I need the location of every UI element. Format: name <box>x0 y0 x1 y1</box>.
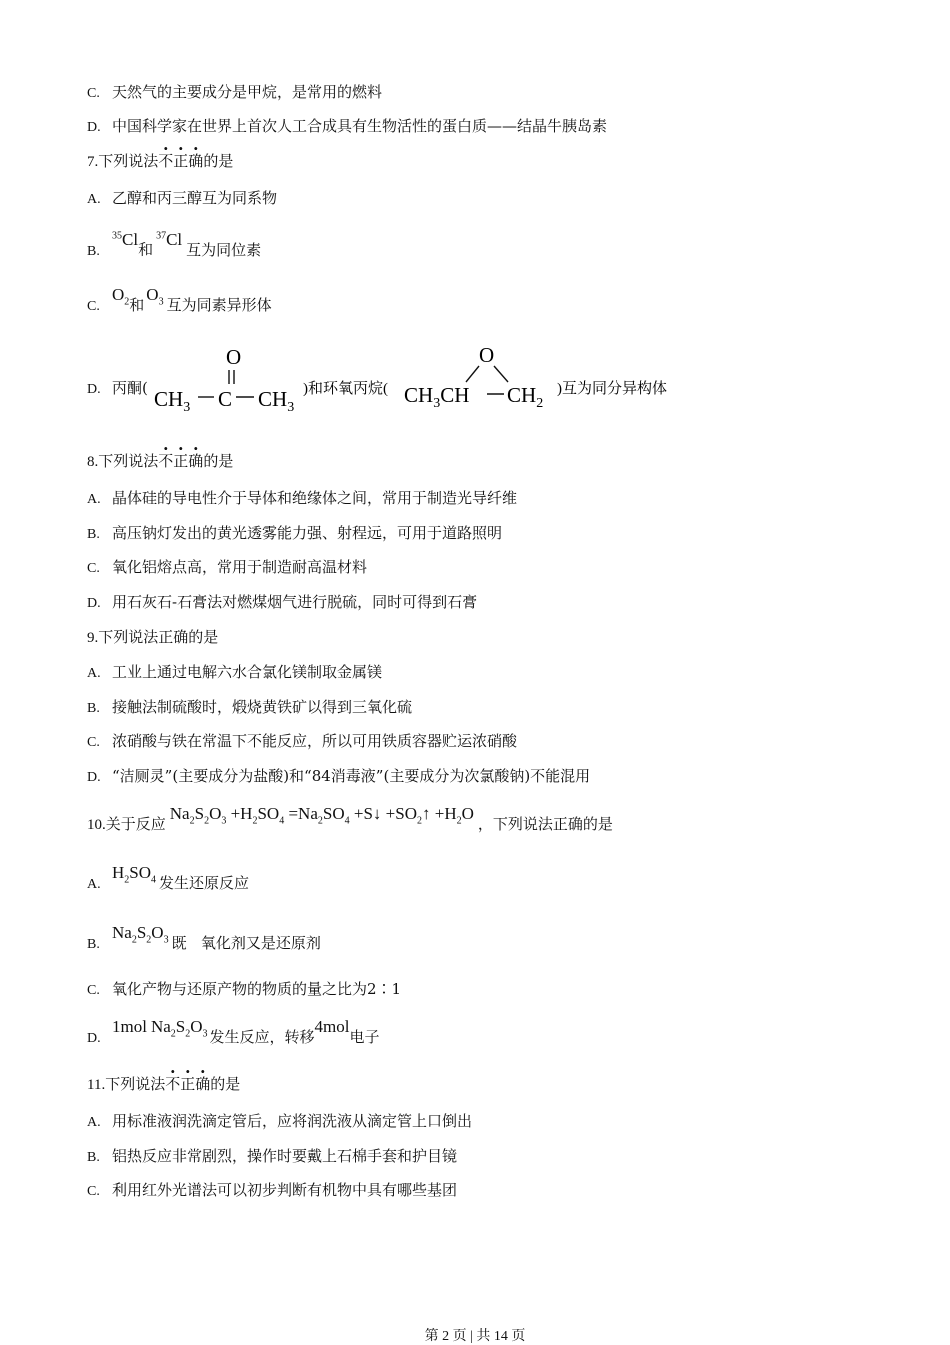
option-label: B. <box>87 937 100 952</box>
option-text: 丙酮( <box>112 379 148 397</box>
stem-text: 的是 <box>210 1075 241 1093</box>
epoxide-ch3ch: $CH_3CH$ <box>404 383 470 411</box>
option-text: 电子 <box>349 1028 380 1046</box>
stem-text: 的是 <box>203 452 234 470</box>
option-text: )互为同分异构体 <box>557 381 667 397</box>
q7-option-d-label <box>87 378 148 400</box>
isotope-37cl <box>156 230 182 249</box>
q10-option-b <box>87 923 321 960</box>
option-label: D. <box>87 1031 101 1046</box>
q10-option-a <box>87 863 250 900</box>
q8-option-a <box>87 488 517 510</box>
stem-text: 的是 <box>203 152 234 170</box>
option-text: 中国科学家在世界上首次人工合成具有生物活性的蛋白质——结晶牛胰岛素 <box>112 117 608 135</box>
formula-o2 <box>112 285 130 308</box>
option-label: C. <box>87 735 100 750</box>
option-text: 氧化产物与还原产物的物质的量之比为2∶1 <box>112 980 402 998</box>
question-number: 8. <box>87 454 99 470</box>
acetone-ch3-right: $CH_3$ <box>258 387 295 415</box>
emph-char: 不 <box>165 1075 181 1093</box>
reaction-equation: $Na_2S_2O_3 +H_2SO_4 =Na_2SO_4$ +S↓ $+SO_2↑ +H_2O$ <box>169 804 474 827</box>
option-label: B. <box>87 527 100 542</box>
amount-4mol: 4mol <box>314 1017 350 1036</box>
isotope-35cl <box>112 230 138 249</box>
mass-number: 35 <box>112 230 122 241</box>
emphasis-text <box>165 1075 210 1093</box>
element-symbol: Cl <box>122 229 139 249</box>
structural-formulas <box>154 340 714 420</box>
stem-text: 下列说法 <box>105 1075 166 1093</box>
option-label: D. <box>87 596 101 611</box>
option-text: 高压钠灯发出的黄光透雾能力强、射程远，可用于道路照明 <box>112 524 503 542</box>
option-text: 用石灰石-石膏法对燃煤烟气进行脱硫，同时可得到石膏 <box>112 593 478 611</box>
emph-char: 正 <box>180 1075 196 1093</box>
stem-text: 下列说法 <box>98 452 159 470</box>
option-text: 接触法制硫酸时，煅烧黄铁矿以得到三氧化硫 <box>112 698 413 716</box>
q10-stem <box>87 804 613 841</box>
q10-option-c <box>87 979 401 1001</box>
stem-text: 下列说法正确的是 <box>98 628 219 646</box>
conjunction: 和 <box>129 296 145 314</box>
emphasis-text <box>158 452 203 470</box>
subscript: 3 <box>158 296 164 308</box>
option-text: 利用红外光谱法可以初步判断有机物中具有哪些基团 <box>112 1181 458 1199</box>
amount-1mol: 1mol <box>112 1017 147 1036</box>
option-label: A. <box>87 1115 101 1130</box>
option-text: 发生反应，转移 <box>209 1028 315 1046</box>
option-label: C. <box>87 561 100 576</box>
stem-text: ，下列说法正确的是 <box>477 815 613 833</box>
option-text: 用标准液润洗滴定管后，应将润洗液从滴定管上口倒出 <box>112 1112 473 1130</box>
option-text: 互为同素异形体 <box>166 296 272 314</box>
option-text: 浓硝酸与铁在常温下不能反应，所以可用铁质容器贮运浓硝酸 <box>112 732 518 750</box>
option-label: A. <box>87 877 101 892</box>
q10-option-d <box>87 1017 380 1054</box>
q7-option-a <box>87 188 277 210</box>
option-text: 发生还原反应 <box>159 874 250 892</box>
option-text: 晶体硅的导电性介于导体和绝缘体之间，常用于制造光导纤维 <box>112 489 518 507</box>
formula-o3 <box>146 285 164 308</box>
q9-option-c <box>87 731 517 753</box>
q9-option-b <box>87 697 412 719</box>
stem-text: 下列说法 <box>98 152 159 170</box>
q9-option-d <box>87 766 590 788</box>
option-text: 工业上通过电解六水合氯化镁制取金属镁 <box>112 663 383 681</box>
epoxide-ch2: $CH_2$ <box>507 383 544 411</box>
formula-na2s2o3: $Na_2S_2O_3$ <box>150 1017 208 1040</box>
q6-option-d <box>87 116 607 138</box>
q7-option-b <box>87 229 262 262</box>
question-number: 9. <box>87 630 99 646</box>
page-footer: 第 2 页 | 共 14 页 <box>424 1329 526 1344</box>
acetone-oxygen: O <box>226 345 242 369</box>
emphasis-text <box>158 152 203 170</box>
option-label: D. <box>87 382 101 397</box>
q11-option-a <box>87 1111 472 1133</box>
option-label: A. <box>87 492 101 507</box>
element-symbol: O <box>112 285 125 304</box>
q11-stem <box>87 1074 240 1095</box>
option-text: “洁厕灵”(主要成分为盐酸)和“84消毒液”(主要成分为次氯酸钠)不能混用 <box>112 767 591 785</box>
option-label: C. <box>87 1184 100 1199</box>
emph-char: 正 <box>173 152 189 170</box>
q8-option-d <box>87 592 477 614</box>
question-number: 7. <box>87 154 99 170</box>
option-label: B. <box>87 1150 100 1165</box>
option-label: C. <box>87 299 100 314</box>
option-label: C. <box>87 983 100 998</box>
conjunction: 和 <box>138 240 154 259</box>
option-text: 氧化铝熔点高，常用于制造耐高温材料 <box>112 558 368 576</box>
q9-option-a <box>87 662 382 684</box>
q7-stem <box>87 151 233 172</box>
subscript: 2 <box>124 296 130 308</box>
acetone-carbon: C <box>218 387 233 411</box>
epoxide-oxygen: O <box>479 343 495 367</box>
stem-text: 关于反应 <box>105 815 166 833</box>
emph-char: 确 <box>188 152 204 170</box>
option-text: 既 氧化剂又是还原剂 <box>171 934 321 952</box>
option-label: D. <box>87 770 101 785</box>
element-symbol: O <box>146 285 159 304</box>
q8-option-b <box>87 523 502 545</box>
option-text: 铝热反应非常剧烈，操作时要戴上石棉手套和护目镜 <box>112 1147 458 1165</box>
option-label: A. <box>87 666 101 681</box>
question-number: 10. <box>87 817 106 833</box>
emph-char: 正 <box>173 452 189 470</box>
element-symbol: Cl <box>166 229 183 249</box>
option-text: )和环氧丙烷( <box>303 381 388 397</box>
option-text: 互为同位素 <box>186 240 262 259</box>
emph-char: 确 <box>188 452 204 470</box>
emph-char: 不 <box>158 452 174 470</box>
q9-stem <box>87 627 218 648</box>
option-label: B. <box>87 243 100 259</box>
emph-char: 确 <box>195 1075 211 1093</box>
mass-number: 37 <box>156 230 167 241</box>
q6-option-c <box>87 82 382 104</box>
ring-bond-line <box>494 366 508 382</box>
question-number: 11. <box>87 1077 106 1093</box>
option-label: C. <box>87 86 100 101</box>
formula-h2so4: $H_2SO_4$ <box>112 863 157 886</box>
q11-option-b <box>87 1146 457 1168</box>
option-label: D. <box>87 120 101 135</box>
q8-option-c <box>87 557 367 579</box>
formula-na2s2o3: $Na_2S_2O_3$ <box>112 923 169 946</box>
q7-option-c <box>87 285 272 322</box>
option-label: A. <box>87 192 101 207</box>
acetone-ch3-left: $CH_3$ <box>154 387 191 415</box>
option-text: 乙醇和丙三醇互为同系物 <box>112 189 278 207</box>
q8-stem <box>87 451 233 472</box>
option-label: B. <box>87 701 100 716</box>
q11-option-c <box>87 1180 457 1202</box>
ring-bond-line <box>466 366 479 382</box>
option-text: 天然气的主要成分是甲烷，是常用的燃料 <box>112 83 383 101</box>
emph-char: 不 <box>158 152 174 170</box>
